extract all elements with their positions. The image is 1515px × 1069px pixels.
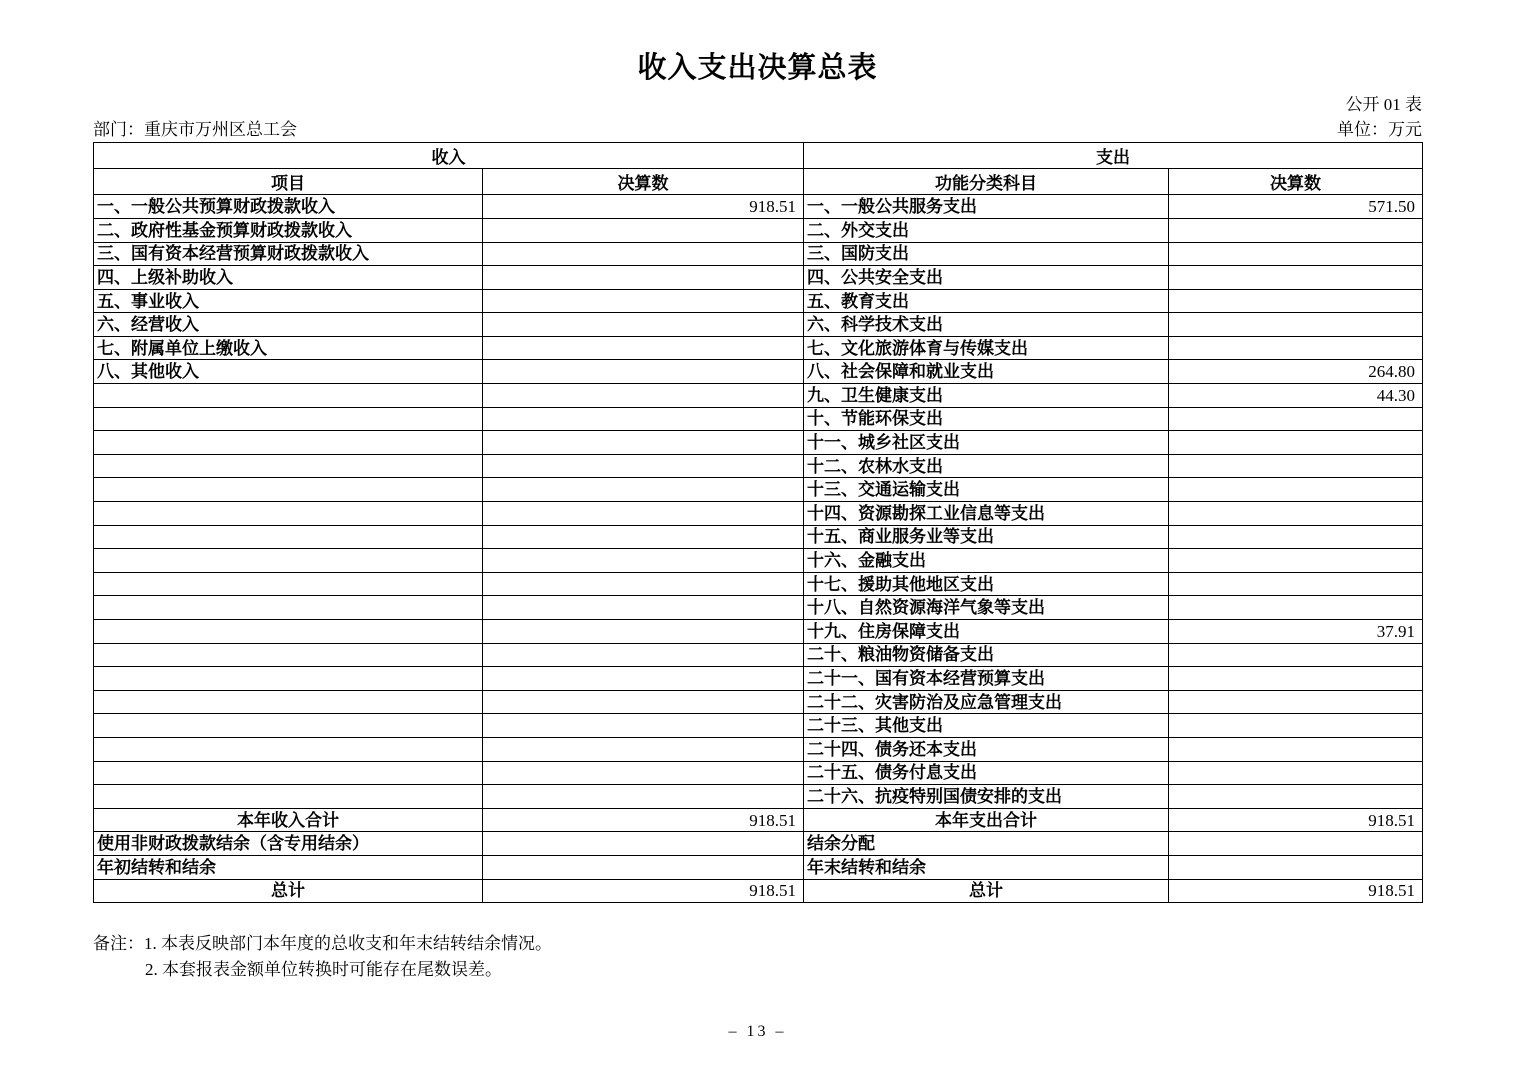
expense-item-cell: 二十一、国有资本经营预算支出 [804,667,1169,691]
expense-item-cell: 本年支出合计 [804,808,1169,832]
income-item-cell: 七、附属单位上缴收入 [94,336,483,360]
income-value-cell [483,218,804,242]
expense-value-cell: 918.51 [1169,808,1423,832]
expense-value-cell [1169,478,1423,502]
expense-item-cell: 年末结转和结余 [804,855,1169,879]
table-row [94,643,1423,667]
expense-value-cell [1169,266,1423,290]
expense-value-cell [1169,785,1423,809]
expense-value-cell: 37.91 [1169,620,1423,644]
expense-value-cell [1169,667,1423,691]
income-item-cell [94,525,483,549]
table-row [94,407,1423,431]
department-label: 部门：重庆市万州区总工会 [93,119,297,139]
expense-item-cell: 二十六、抗疫特别国债安排的支出 [804,785,1169,809]
income-value-cell [483,785,804,809]
expense-value-cell [1169,336,1423,360]
meta-line [93,120,1422,140]
income-item-cell: 五、事业收入 [94,289,483,313]
table-row [94,596,1423,620]
income-value-cell [483,289,804,313]
income-item-cell: 总计 [94,879,483,903]
table-row [94,360,1423,384]
expense-item-cell: 三、国防支出 [804,242,1169,266]
income-value-cell [483,336,804,360]
income-value-cell [483,360,804,384]
expense-item-cell: 十三、交通运输支出 [804,478,1169,502]
expense-item-cell: 二十三、其他支出 [804,714,1169,738]
income-item-cell [94,714,483,738]
income-value-cell: 918.51 [483,195,804,219]
income-item-cell [94,549,483,573]
table-row [94,454,1423,478]
expense-item-cell: 十八、自然资源海洋气象等支出 [804,596,1169,620]
income-item-cell [94,737,483,761]
expense-value-cell [1169,313,1423,337]
expense-item-cell: 二、外交支出 [804,218,1169,242]
expense-item-cell: 二十二、灾害防治及应急管理支出 [804,690,1169,714]
page-number: – 13 – [728,1023,787,1040]
expense-item-cell: 十二、农林水支出 [804,454,1169,478]
table-row [94,195,1423,219]
table-row [94,289,1423,313]
income-value-cell [483,407,804,431]
income-item-cell [94,431,483,455]
expense-item-cell: 总计 [804,879,1169,903]
income-value-cell [483,643,804,667]
expense-value-cell [1169,502,1423,526]
expense-item-cell: 十四、资源勘探工业信息等支出 [804,502,1169,526]
income-item-cell [94,620,483,644]
income-value-cell [483,549,804,573]
income-item-cell [94,572,483,596]
income-item-cell [94,643,483,667]
expense-item-cell: 二十、粮油物资储备支出 [804,643,1169,667]
expense-item-cell: 结余分配 [804,832,1169,856]
income-value-cell [483,596,804,620]
table-row [94,478,1423,502]
expense-value-cell: 44.30 [1169,384,1423,408]
expense-value-cell [1169,431,1423,455]
table-row [94,502,1423,526]
table-row [94,620,1423,644]
income-item-cell [94,502,483,526]
income-item-cell: 二、政府性基金预算财政拨款收入 [94,218,483,242]
expense-value-cell [1169,407,1423,431]
table-code: 公开 01 表 [1345,95,1422,115]
expense-value-cell [1169,572,1423,596]
table-row [94,879,1423,903]
income-value-cell [483,667,804,691]
expense-item-cell: 六、科学技术支出 [804,313,1169,337]
income-value-cell: 918.51 [483,879,804,903]
table-row [94,525,1423,549]
expense-item-cell: 十七、援助其他地区支出 [804,572,1169,596]
table-row [94,336,1423,360]
note-1-text: 1. 本表反映部门本年度的总收支和年末结转结余情况。 [144,934,552,954]
income-value-cell [483,384,804,408]
table-row [94,714,1423,738]
income-value-cell [483,714,804,738]
table-row [94,690,1423,714]
expense-value-cell [1169,525,1423,549]
expense-item-cell: 二十五、债务付息支出 [804,761,1169,785]
income-item-cell: 三、国有资本经营预算财政拨款收入 [94,242,483,266]
income-group-header: 收入 [94,143,804,169]
expense-value-cell [1169,596,1423,620]
table-row [94,384,1423,408]
income-value-cell [483,690,804,714]
notes-block [93,931,1422,982]
income-value-cell [483,431,804,455]
expense-item-cell: 十六、金融支出 [804,549,1169,573]
expense-value-column-header: 决算数 [1169,169,1423,195]
table-row [94,218,1423,242]
table-row [94,431,1423,455]
table-row [94,855,1423,879]
income-item-cell: 年初结转和结余 [94,855,483,879]
expense-item-cell: 十九、住房保障支出 [804,620,1169,644]
income-item-cell [94,454,483,478]
income-value-cell [483,620,804,644]
income-item-cell [94,596,483,620]
income-item-cell: 一、一般公共预算财政拨款收入 [94,195,483,219]
table-row [94,572,1423,596]
income-item-cell: 四、上级补助收入 [94,266,483,290]
note-line-1 [93,931,1422,957]
expense-item-cell: 十五、商业服务业等支出 [804,525,1169,549]
page-title: 收入支出决算总表 [637,52,878,84]
income-value-cell [483,502,804,526]
column-header-row [94,169,1423,195]
expense-value-cell [1169,289,1423,313]
table-row [94,549,1423,573]
expense-item-cell: 一、一般公共服务支出 [804,195,1169,219]
expense-item-cell: 十一、城乡社区支出 [804,431,1169,455]
expense-value-cell: 918.51 [1169,879,1423,903]
expense-item-cell: 七、文化旅游体育与传媒支出 [804,336,1169,360]
table-row [94,808,1423,832]
income-item-cell: 六、经营收入 [94,313,483,337]
income-value-column-header: 决算数 [483,169,804,195]
income-value-cell [483,454,804,478]
income-item-cell [94,478,483,502]
expense-value-cell: 571.50 [1169,195,1423,219]
expense-item-column-header: 功能分类科目 [804,169,1169,195]
note-line-2: 2. 本套报表金额单位转换时可能存在尾数误差。 [145,959,502,979]
table-row [94,266,1423,290]
table-row [94,737,1423,761]
notes-label: 备注： [93,934,144,954]
income-item-column-header: 项目 [94,169,483,195]
expense-value-cell [1169,218,1423,242]
expense-value-cell [1169,761,1423,785]
expense-value-cell [1169,242,1423,266]
income-value-cell [483,572,804,596]
income-item-cell [94,785,483,809]
expense-value-cell [1169,714,1423,738]
expense-item-cell: 十、节能环保支出 [804,407,1169,431]
expense-value-cell: 264.80 [1169,360,1423,384]
income-value-cell [483,525,804,549]
expense-value-cell [1169,855,1423,879]
table-row [94,785,1423,809]
table-row [94,667,1423,691]
expense-value-cell [1169,643,1423,667]
unit-label: 单位：万元 [1337,119,1422,139]
expense-item-cell: 八、社会保障和就业支出 [804,360,1169,384]
income-item-cell [94,690,483,714]
group-header-row [94,143,1423,169]
income-value-cell [483,313,804,337]
income-item-cell: 使用非财政拨款结余（含专用结余） [94,832,483,856]
income-value-cell [483,737,804,761]
expense-item-cell: 四、公共安全支出 [804,266,1169,290]
income-value-cell [483,832,804,856]
income-item-cell [94,667,483,691]
expense-item-cell: 二十四、债务还本支出 [804,737,1169,761]
expense-value-cell [1169,690,1423,714]
income-value-cell: 918.51 [483,808,804,832]
income-value-cell [483,266,804,290]
income-value-cell [483,855,804,879]
report-page [93,0,1422,982]
income-item-cell: 八、其他收入 [94,360,483,384]
income-item-cell: 本年收入合计 [94,808,483,832]
budget-summary-table [93,142,1423,903]
income-value-cell [483,242,804,266]
expense-group-header: 支出 [804,143,1423,169]
table-row [94,761,1423,785]
table-row [94,242,1423,266]
income-item-cell [94,407,483,431]
table-row [94,313,1423,337]
income-value-cell [483,478,804,502]
expense-value-cell [1169,454,1423,478]
expense-value-cell [1169,737,1423,761]
table-row [94,832,1423,856]
income-value-cell [483,761,804,785]
income-item-cell [94,761,483,785]
expense-item-cell: 九、卫生健康支出 [804,384,1169,408]
expense-value-cell [1169,549,1423,573]
income-item-cell [94,384,483,408]
expense-value-cell [1169,832,1423,856]
expense-item-cell: 五、教育支出 [804,289,1169,313]
